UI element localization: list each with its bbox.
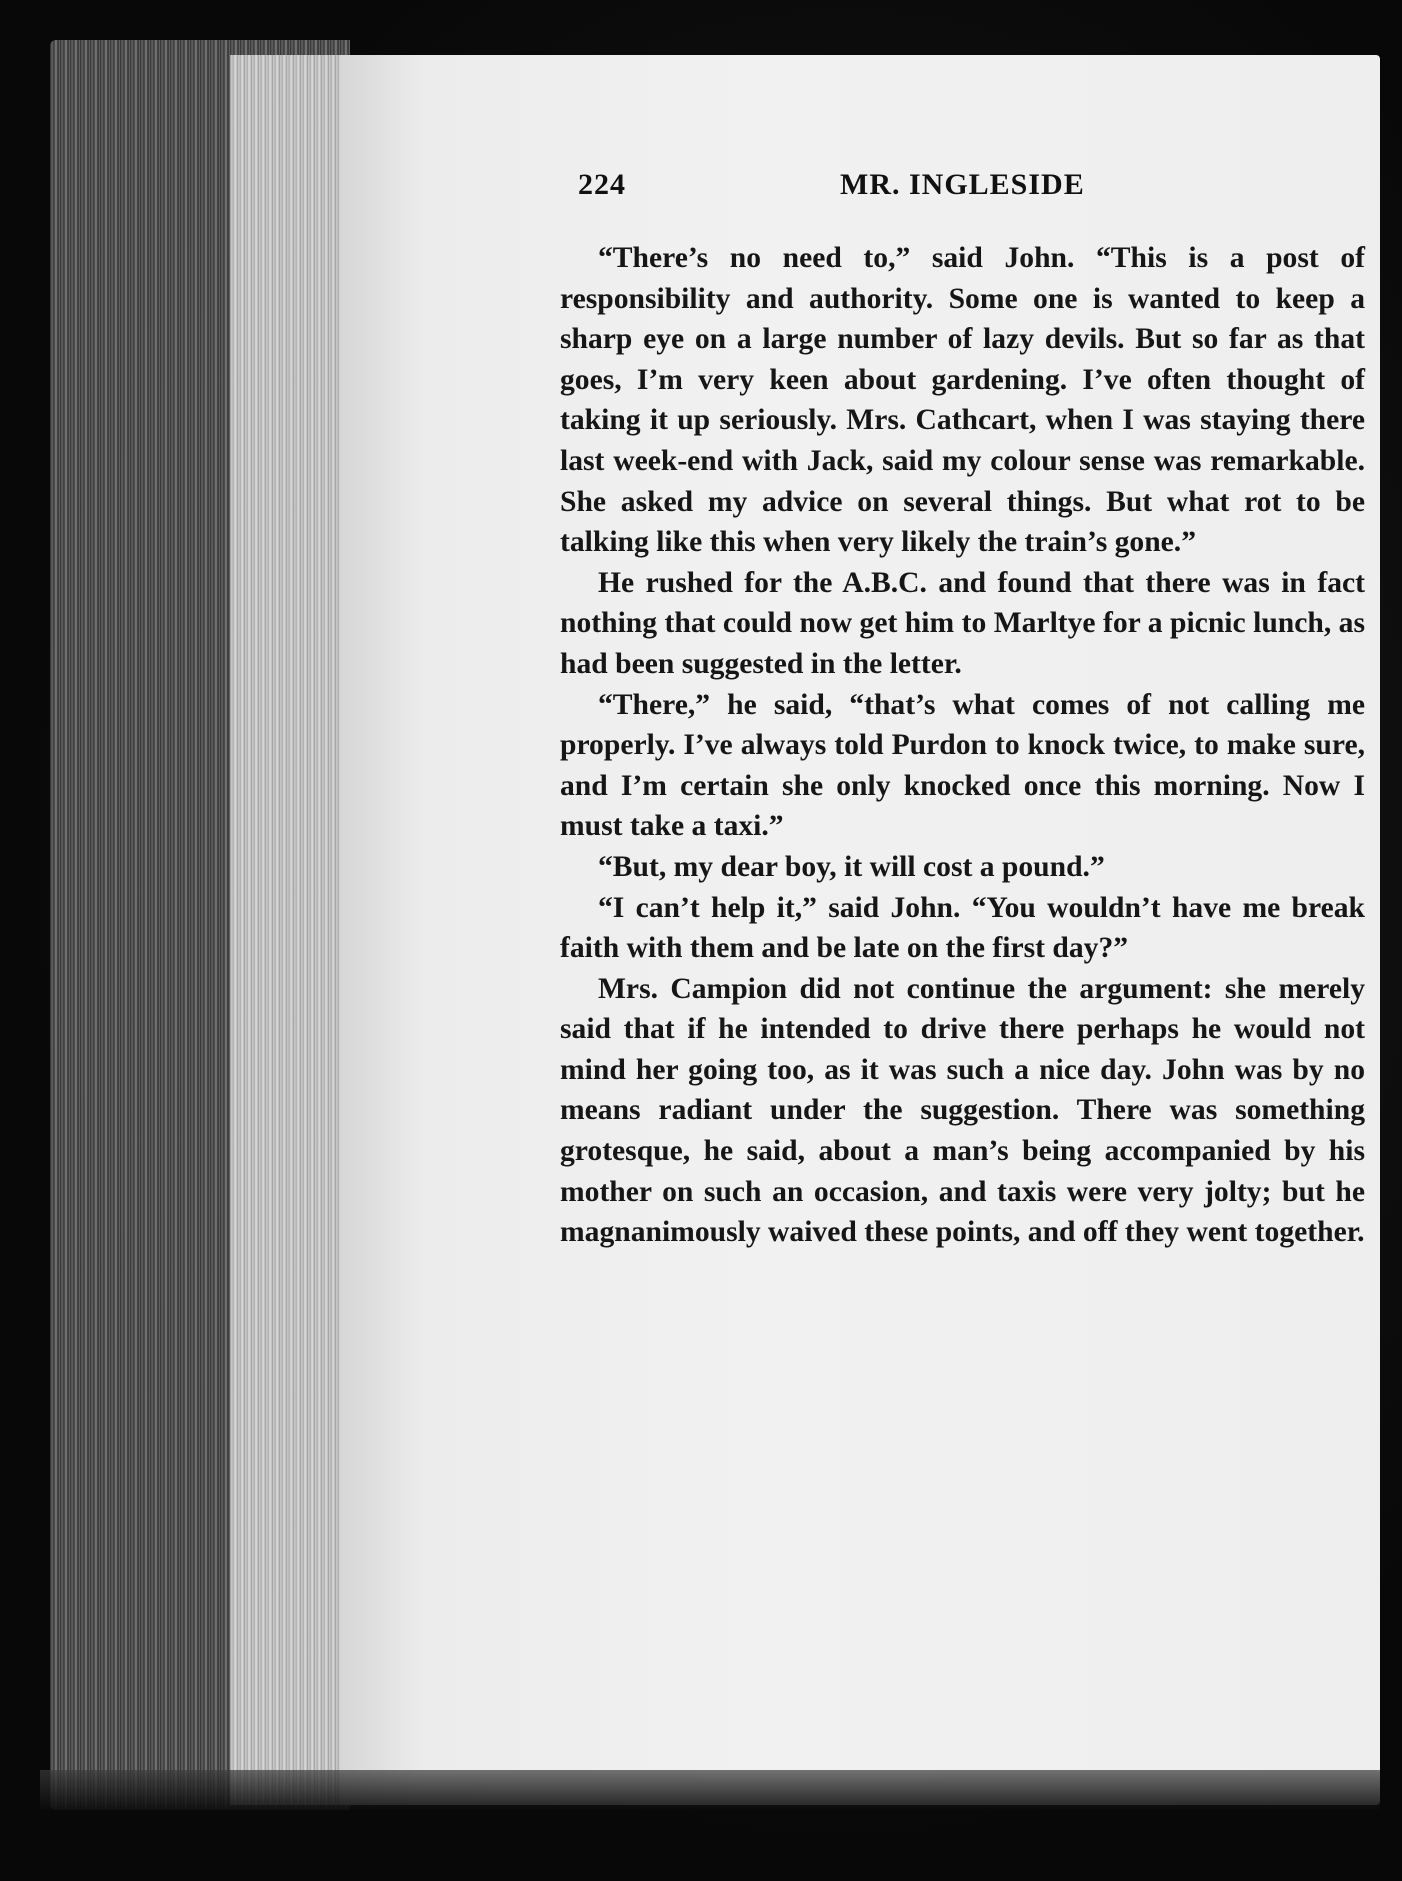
paragraph: “There,” he said, “that’s what comes of not calling me properly. I’ve always told Purdon to knock twice, to make sure, and I’m certain she only knocked once this morning. Now I must take a taxi.” <box>560 688 1365 843</box>
paragraph: Mrs. Campion did not continue the argument: she merely said that if he intended to drive there perhaps he would not mind her going too, as it was such a nice day. John was by no means radiant under the suggestion. There was something grotesque, he said, about a man’s being accompanied by his mother on such an occasion, and taxis were very jolty; but he magnanimously waived these points, and off they went together. <box>560 972 1365 1249</box>
paragraph: “But, my dear boy, it will cost a pound.” <box>598 850 1105 883</box>
running-title: MR. INGLESIDE <box>840 168 1085 201</box>
page-number: 224 <box>578 168 626 201</box>
paragraph: He rushed for the A.B.C. and found that there was in fact nothing that could now get him to Marltye for a picnic lunch, as had been suggested in the letter. <box>560 566 1365 680</box>
body-text <box>560 238 1365 1253</box>
page-bottom-shadow <box>40 1770 1380 1810</box>
paragraph: “I can’t help it,” said John. “You wouldn’t have me break faith with them and be late on the first day?” <box>560 891 1365 965</box>
paragraph: “There’s no need to,” said John. “This is a post of responsibility and authority. Some one is wanted to keep a sharp eye on a large number of lazy devils. But so far as that goes, I’m very keen about gardening. I’ve often thought of taking it up seriously. Mrs. Cathcart, when I was staying there last week-end with Jack, said my colour sense was remarkable. She asked my advice on several things. But what rot to be talking like this when very likely the train’s gone.” <box>560 242 1365 559</box>
